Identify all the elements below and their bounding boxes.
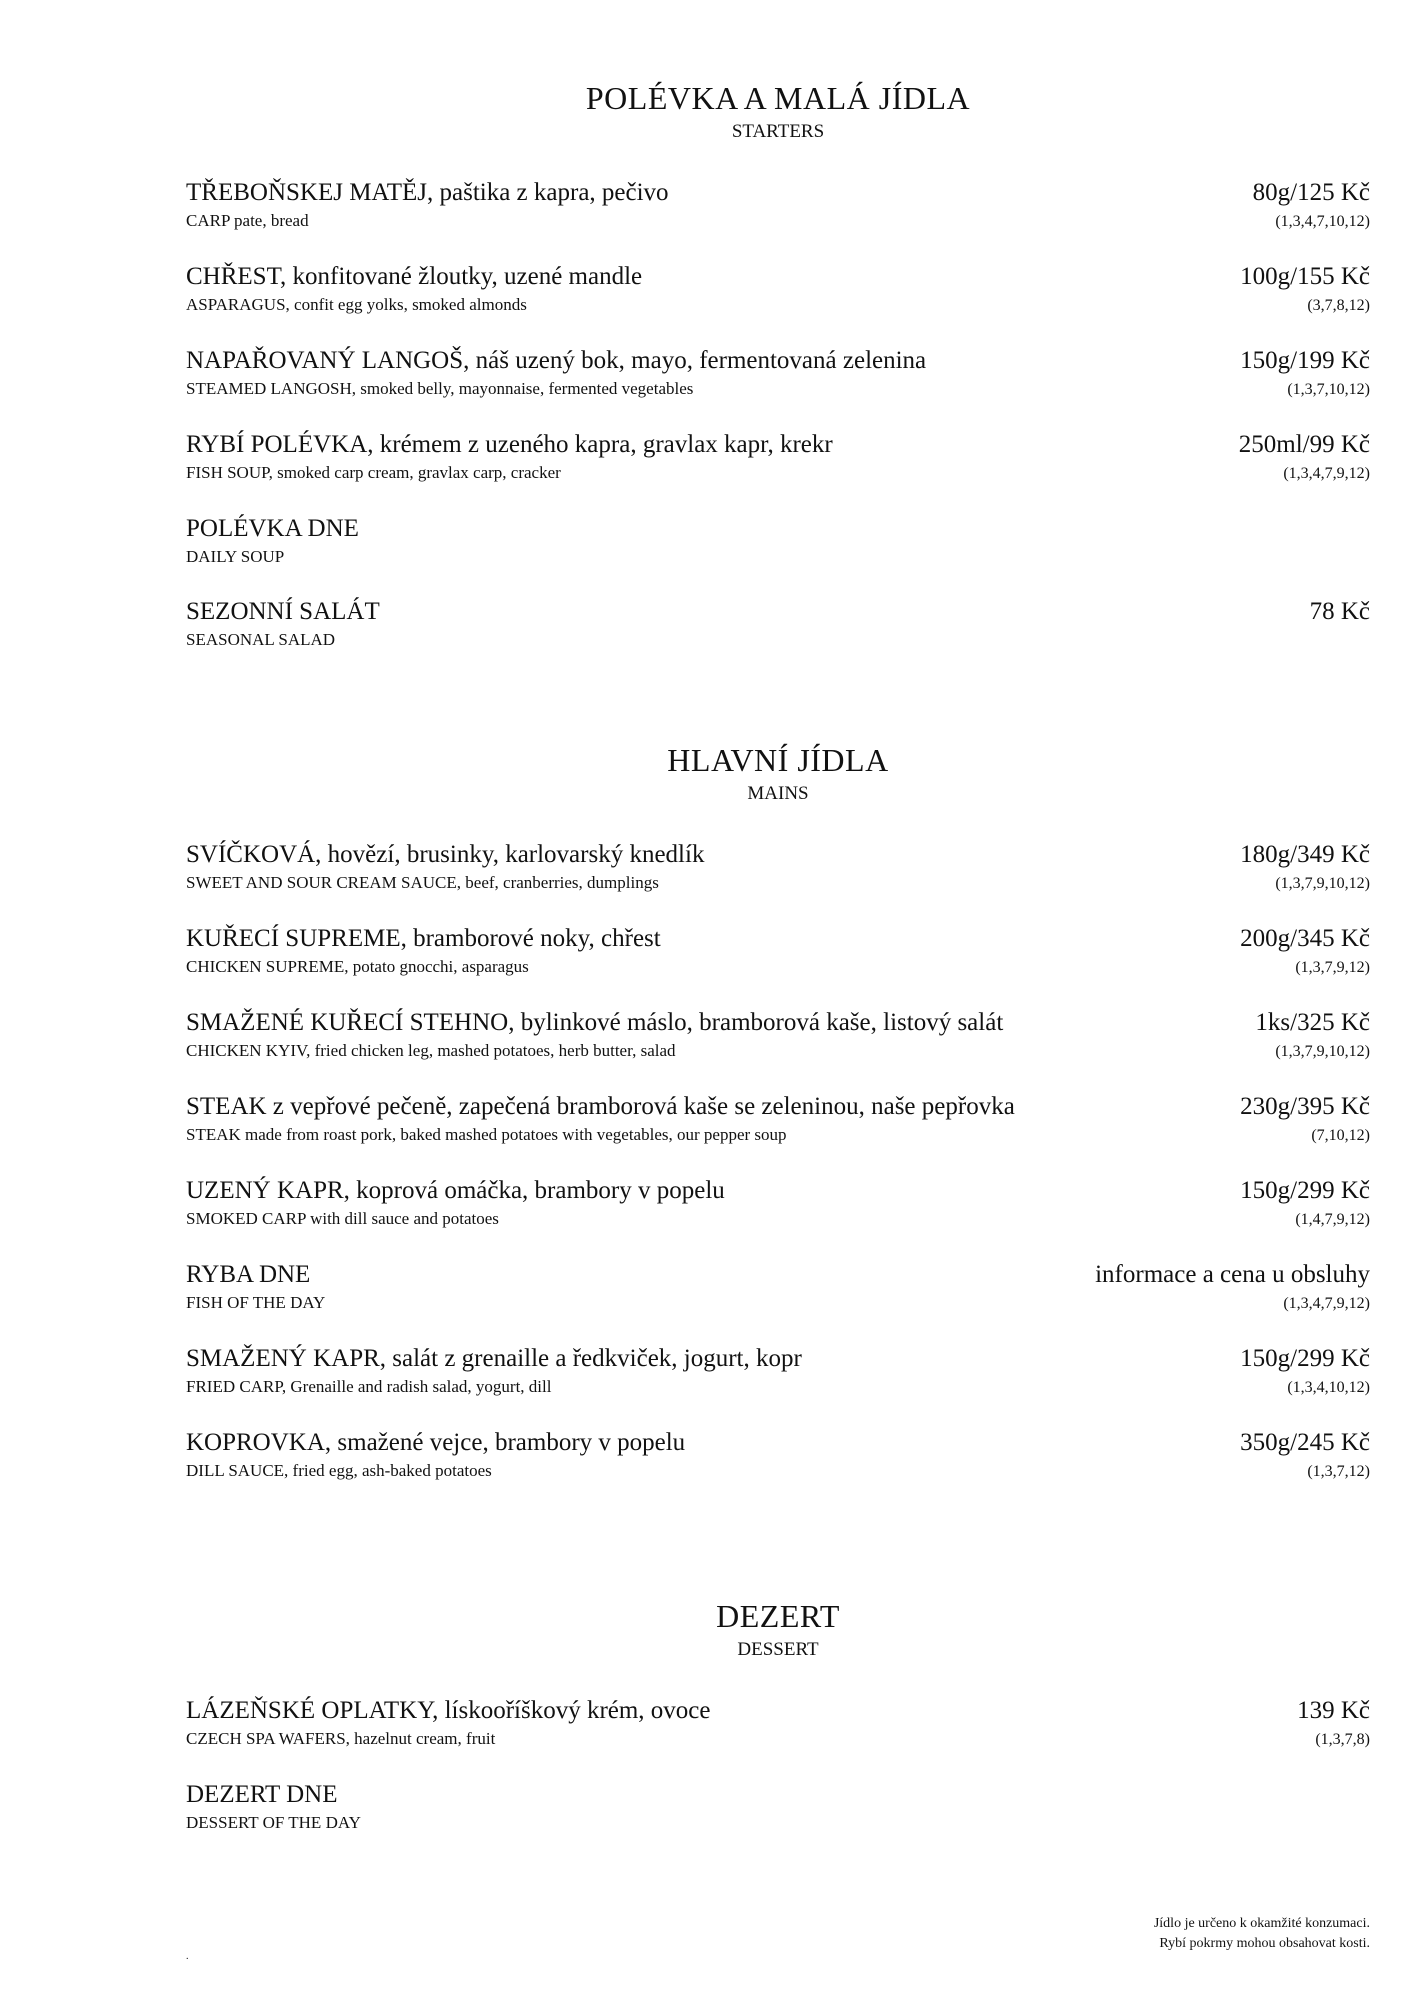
footer-note — [1154, 1914, 1370, 1954]
menu-item — [186, 178, 1370, 233]
menu-item — [186, 1344, 1370, 1399]
dish-price: 100g/155 Kč — [1240, 263, 1370, 290]
dish-description: FISH OF THE DAY — [186, 1293, 326, 1312]
dish-allergens: (7,10,12) — [1311, 1127, 1370, 1144]
dish-allergens: (1,3,7,10,12) — [1287, 381, 1370, 398]
menu-item — [186, 597, 1370, 651]
dish-description: CHICKEN SUPREME, potato gnocchi, asparagus — [186, 957, 529, 976]
dish-name: KOPROVKA, smažené vejce, brambory v popelu — [186, 1429, 686, 1456]
dish-description: CZECH SPA WAFERS, hazelnut cream, fruit — [186, 1729, 496, 1748]
menu-item — [186, 430, 1370, 485]
dish-name: TŘEBOŇSKEJ MATĚJ, paštika z kapra, pečivo — [186, 179, 669, 206]
section-header — [186, 742, 1370, 806]
dish-allergens: (1,3,4,7,10,12) — [1275, 213, 1370, 230]
footer-dot: . — [186, 1951, 189, 1962]
dish-description: DAILY SOUP — [186, 547, 285, 566]
dish-allergens: (1,3,7,12) — [1307, 1463, 1370, 1480]
dish-name: CHŘEST, konfitované žloutky, uzené mandle — [186, 263, 643, 290]
dish-description: ASPARAGUS, confit egg yolks, smoked almonds — [186, 295, 527, 314]
dish-description: SMOKED CARP with dill sauce and potatoes — [186, 1209, 499, 1228]
dish-price: 78 Kč — [1309, 598, 1370, 625]
section-starters — [186, 80, 1370, 651]
section-subtitle: STARTERS — [731, 121, 825, 142]
dish-price: 180g/349 Kč — [1240, 841, 1370, 868]
dish-name: UZENÝ KAPR, koprová omáčka, brambory v popelu — [186, 1177, 725, 1204]
section-spacer — [186, 1512, 1370, 1598]
menu-item — [186, 1260, 1370, 1315]
section-subtitle: MAINS — [747, 783, 809, 804]
dish-price: 80g/125 Kč — [1252, 179, 1370, 206]
dish-price: 150g/299 Kč — [1240, 1177, 1370, 1204]
dish-name: SVÍČKOVÁ, hovězí, brusinky, karlovarský knedlík — [186, 841, 705, 868]
menu-items — [186, 1696, 1370, 1834]
dish-name: RYBA DNE — [186, 1261, 311, 1288]
menu-item — [186, 1008, 1370, 1063]
menu-page — [186, 80, 1370, 1863]
dish-price: 150g/199 Kč — [1240, 347, 1370, 374]
dish-allergens: (1,3,4,7,9,12) — [1283, 465, 1370, 482]
dish-description: FISH SOUP, smoked carp cream, gravlax carp, cracker — [186, 463, 561, 482]
dish-price: 230g/395 Kč — [1240, 1093, 1370, 1120]
dish-name: NAPAŘOVANÝ LANGOŠ, náš uzený bok, mayo, fermentovaná zelenina — [186, 347, 927, 374]
dish-name: SMAŽENÉ KUŘECÍ STEHNO, bylinkové máslo, bramborová kaše, listový salát — [186, 1009, 1004, 1036]
dish-description: CHICKEN KYIV, fried chicken leg, mashed potatoes, herb butter, salad — [186, 1041, 676, 1060]
dish-allergens: (1,3,7,9,12) — [1295, 959, 1370, 976]
dish-allergens: (1,3,4,7,9,12) — [1283, 1295, 1370, 1312]
dish-description: DILL SAUCE, fried egg, ash-baked potatoes — [186, 1461, 492, 1480]
menu-item — [186, 924, 1370, 979]
menu-items — [186, 178, 1370, 651]
dish-description: DESSERT OF THE DAY — [186, 1813, 361, 1832]
dish-price: 1ks/325 Kč — [1255, 1009, 1370, 1036]
dish-description: CARP pate, bread — [186, 211, 309, 230]
section-dessert — [186, 1598, 1370, 1834]
section-subtitle: DESSERT — [737, 1639, 819, 1660]
section-header — [186, 1598, 1370, 1662]
dish-name: KUŘECÍ SUPREME, bramborové noky, chřest — [186, 925, 661, 952]
menu-items — [186, 840, 1370, 1483]
menu-item — [186, 840, 1370, 895]
menu-item — [186, 1696, 1370, 1751]
dish-price: informace a cena u obsluhy — [1095, 1261, 1370, 1288]
dish-price: 200g/345 Kč — [1240, 925, 1370, 952]
dish-description: SWEET AND SOUR CREAM SAUCE, beef, cranberries, dumplings — [186, 873, 659, 892]
dish-name: RYBÍ POLÉVKA, krémem z uzeného kapra, gravlax kapr, krekr — [186, 431, 833, 458]
dish-allergens: (1,3,7,9,10,12) — [1275, 1043, 1370, 1060]
dish-allergens: (1,4,7,9,12) — [1295, 1211, 1370, 1228]
footer-note-line: Jídlo je určeno k okamžité konzumaci. — [1153, 1916, 1370, 1931]
dish-price: 150g/299 Kč — [1240, 1345, 1370, 1372]
dish-description: STEAMED LANGOSH, smoked belly, mayonnaise, fermented vegetables — [186, 379, 694, 398]
menu-item — [186, 514, 1370, 568]
dish-allergens: (1,3,4,10,12) — [1287, 1379, 1370, 1396]
dish-name: SEZONNÍ SALÁT — [186, 598, 380, 625]
dish-name: DEZERT DNE — [186, 1781, 338, 1808]
dish-price: 350g/245 Kč — [1240, 1429, 1370, 1456]
dish-name: STEAK z vepřové pečeně, zapečená bramborová kaše se zeleninou, naše pepřovka — [186, 1093, 1015, 1120]
menu-item — [186, 1092, 1370, 1147]
section-spacer — [186, 680, 1370, 742]
menu-item — [186, 346, 1370, 401]
dish-allergens: (1,3,7,9,10,12) — [1275, 875, 1370, 892]
dish-price: 139 Kč — [1297, 1697, 1370, 1724]
dish-description: FRIED CARP, Grenaille and radish salad, yogurt, dill — [186, 1377, 552, 1396]
section-mains — [186, 742, 1370, 1483]
menu-item — [186, 262, 1370, 317]
menu-item — [186, 1780, 1370, 1834]
dish-price: 250ml/99 Kč — [1238, 431, 1370, 458]
dish-description: SEASONAL SALAD — [186, 630, 336, 649]
section-title: POLÉVKA A MALÁ JÍDLA — [585, 80, 971, 116]
footer-note-line: Rybí pokrmy mohou obsahovat kosti. — [1159, 1936, 1370, 1951]
dish-allergens: (1,3,7,8) — [1315, 1731, 1370, 1748]
dish-allergens: (3,7,8,12) — [1307, 297, 1370, 314]
dish-name: LÁZEŇSKÉ OPLATKY, lískooříškový krém, ovoce — [186, 1697, 711, 1724]
section-header — [186, 80, 1370, 144]
section-title: HLAVNÍ JÍDLA — [667, 742, 889, 778]
menu-item — [186, 1428, 1370, 1483]
section-title: DEZERT — [716, 1598, 840, 1634]
menu-item — [186, 1176, 1370, 1231]
dish-description: STEAK made from roast pork, baked mashed potatoes with vegetables, our pepper soup — [186, 1125, 787, 1144]
dish-name: SMAŽENÝ KAPR, salát z grenaille a ředkviček, jogurt, kopr — [186, 1345, 802, 1372]
dish-name: POLÉVKA DNE — [186, 515, 359, 542]
